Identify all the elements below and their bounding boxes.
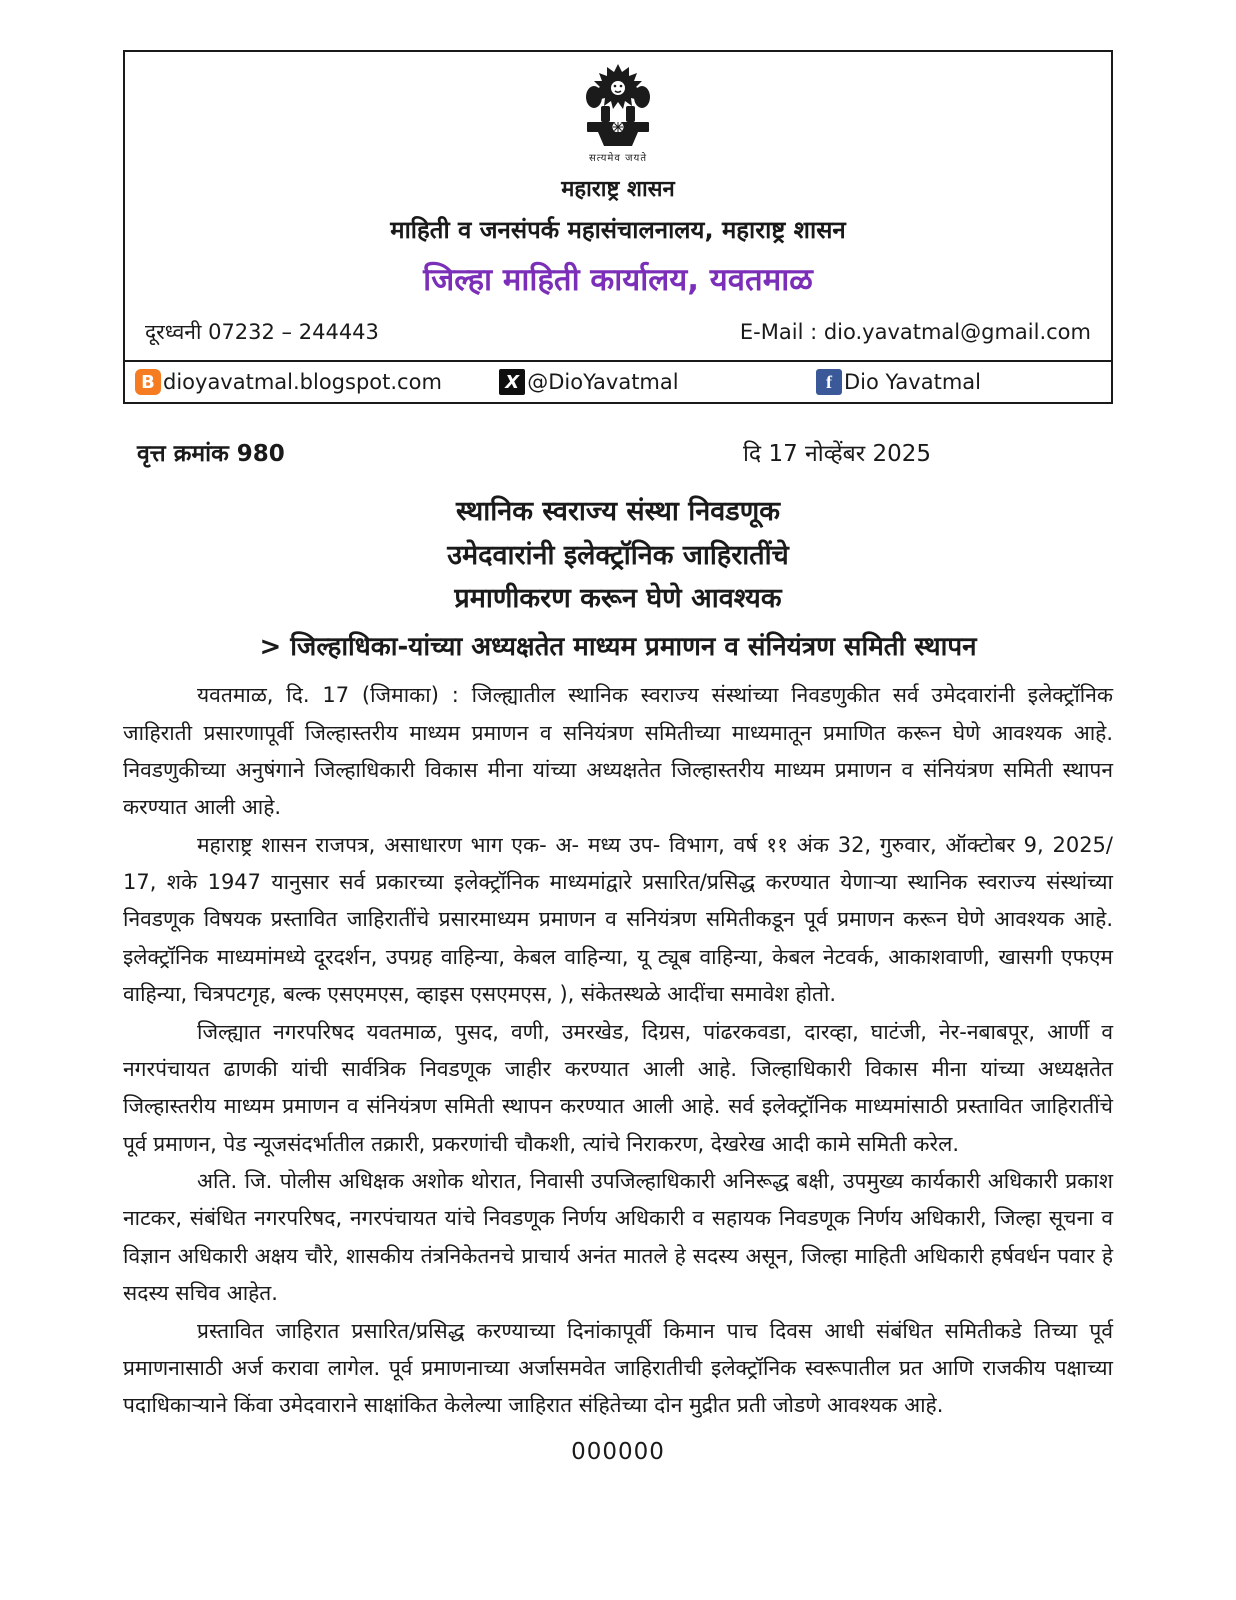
letterhead <box>123 50 1113 362</box>
office-name: जिल्हा माहिती कार्यालय, यवतमाळ <box>423 262 813 298</box>
end-mark: 000000 <box>571 1438 665 1465</box>
press-release-number: वृत्त क्रमांक 980 <box>137 441 285 467</box>
sub-headline: > जिल्हाधिका-यांच्या अध्यक्षतेत माध्यम प्रमाणन व संनियंत्रण समिती स्थापन <box>259 632 977 663</box>
facebook-name: Dio Yavatmal <box>843 370 981 394</box>
emblem-motto: सत्यमेव जयते <box>588 153 648 164</box>
blog-url: dioyavatmal.blogspot.com <box>163 370 442 394</box>
national-emblem <box>579 62 657 164</box>
directorate-name: माहिती व जनसंपर्क महासंचालनालय, महाराष्ट्र शासन <box>390 216 846 244</box>
press-release-date: दि 17 नोव्हेंबर 2025 <box>742 441 931 467</box>
contact-row <box>145 318 1091 346</box>
social-media-strip <box>123 362 1113 404</box>
x-handle-link <box>499 369 816 395</box>
blogger-icon: B <box>135 369 161 395</box>
facebook-icon: f <box>816 369 842 395</box>
headline-line-2: उमेदवारांनी इलेक्ट्रॉनिक जाहिरातींचे <box>447 539 789 571</box>
paragraph-3: जिल्ह्यात नगरपरिषद यवतमाळ, पुसद, वणी, उमरखेड, दिग्रस, पांढरकवडा, दारव्हा, घाटंजी, नेर-नबाबपूर, आर्णी व नगरपंचायत ढाणकी यांची सार्वत्रिक निवडणूक जाहीर करण्यात आली आहे. जिल्हाधिकारी विकास मीना यांच्या अध्यक्षतेत जिल्हास्तरीय माध्यम प्रमाणन व संनियंत्रण समिती स्थापन करण्यात आली आहे. सर्व इलेक्ट्रॉनिक माध्यमांसाठी प्रस्तावित जाहिरातींचे पूर्व प्रमाणन, पेड न्यूजसंदर्भातील तक्रारी, प्रकरणांची चौकशी, त्यांचे निराकरण, देखरेख आदी कामे समिती करेल. <box>123 1019 1113 1156</box>
headline <box>123 490 1113 621</box>
ashoka-lion-capital-icon <box>579 62 657 150</box>
x-handle: @DioYavatmal <box>527 370 679 394</box>
blog-link <box>135 369 499 395</box>
government-name: महाराष्ट्र शासन <box>561 177 675 202</box>
paragraph-2: महाराष्ट्र शासन राजपत्र, असाधारण भाग एक- अ- मध्य उप- विभाग, वर्ष ११ अंक 32, गुरुवार, ऑक्टोबर 9, 2025/ 17, शके 1947 यानुसार सर्व प्रकारच्या इलेक्ट्रॉनिक माध्यमांद्वारे प्रसारित/प्रसिद्ध करण्यात येणाऱ्या स्थानिक स्वराज्य संस्थांच्या निवडणूक विषयक प्रस्तावित जाहिरातींचे प्रसारमाध्यम प्रमाणन व सनियंत्रण समितीकडून पूर्व प्रमाणन करून घेणे आवश्यक आहे. इलेक्ट्रॉनिक माध्यमांमध्ये दूरदर्शन, उपग्रह वाहिन्या, केबल वाहिन्या, यू ट्यूब वाहिन्या, केबल नेटवर्क, आकाशवाणी, खासगी एफएम वाहिन्या, चित्रपटगृह, बल्क एसएमएस, व्हाइस एसएमएस, ), संकेतस्थळे आदींचा समावेश होतो. <box>123 832 1113 1007</box>
facebook-link <box>816 369 1101 395</box>
body-text <box>123 677 1113 1425</box>
x-twitter-icon: X <box>499 369 525 395</box>
phone-number: दूरध्वनी 07232 – 244443 <box>145 320 379 344</box>
paragraph-1: यवतमाळ, दि. 17 (जिमाका) : जिल्ह्यातील स्थानिक स्वराज्य संस्थांच्या निवडणुकीत सर्व उमेदवारांनी इलेक्ट्रॉनिक जाहिराती प्रसारणापूर्वी जिल्हास्तरीय माध्यम प्रमाणन व सनियंत्रण समितीच्या माध्यमातून प्रमाणित करून घेणे आवश्यक आहे. निवडणुकीच्या अनुषंगाने जिल्हाधिकारी विकास मीना यांच्या अध्यक्षतेत जिल्हास्तरीय माध्यम प्रमाणन व संनियंत्रण समिती स्थापन करण्यात आली आहे. <box>123 683 1113 820</box>
paragraph-5: प्रस्तावित जाहिरात प्रसारित/प्रसिद्ध करण्याच्या दिनांकापूर्वी किमान पाच दिवस आधी संबंधित समितीकडे तिच्या पूर्व प्रमाणनासाठी अर्ज करावा लागेल. पूर्व प्रमाणनाच्या अर्जासमवेत जाहिरातीची इलेक्ट्रॉनिक स्वरूपातील प्रत आणि राजकीय पक्षाच्या पदाधिकाऱ्याने किंवा उमेदवाराने साक्षांकित केलेल्या जाहिरात संहितेच्या दोन मुद्रीत प्रती जोडणे आवश्यक आहे. <box>123 1318 1113 1418</box>
headline-line-1: स्थानिक स्वराज्य संस्था निवडणूक <box>456 496 780 527</box>
paragraph-4: अति. जि. पोलीस अधिक्षक अशोक थोरात, निवासी उपजिल्हाधिकारी अनिरूद्ध बक्षी, उपमुख्य कार्यकारी अधिकारी प्रकाश नाटकर, संबंधित नगरपरिषद, नगरपंचायत यांचे निवडणूक निर्णय अधिकारी व सहायक निवडणूक निर्णय अधिकारी, जिल्हा सूचना व विज्ञान अधिकारी अक्षय चौरे, शासकीय तंत्रनिकेतनचे प्राचार्य अनंत मातले हे सदस्य असून, जिल्हा माहिती अधिकारी हर्षवर्धन पवार हे सदस्य सचिव आहेत. <box>123 1169 1113 1306</box>
headline-line-3: प्रमाणीकरण करून घेणे आवश्यक <box>454 583 782 615</box>
email-address: E-Mail : dio.yavatmal@gmail.com <box>739 320 1091 344</box>
meta-row <box>123 436 1113 468</box>
